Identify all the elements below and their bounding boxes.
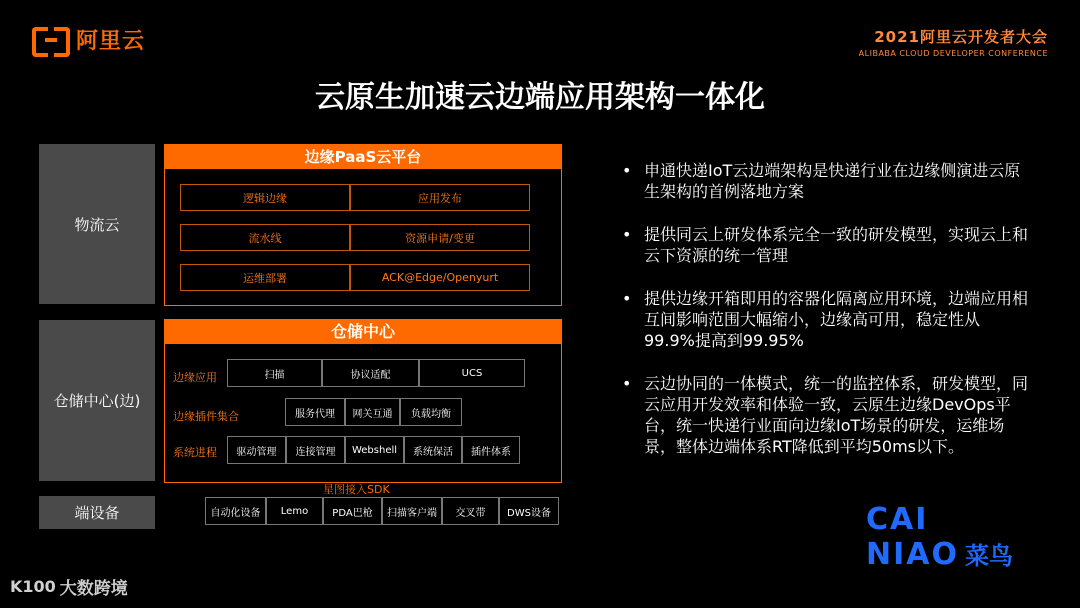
side-label-warehouse: 仓储中心(边) bbox=[39, 320, 155, 481]
side-label-device: 端设备 bbox=[39, 496, 155, 529]
bullet-item: • 云边协同的一体模式，统一的监控体系，研发模型，同云应用开发效率和体验一致，云原生边缘DevOps平台，统一快递行业面向边缘IoT场景的研发，运维场景，整体边端体系RT降低到平均50ms以下。 bbox=[618, 373, 1028, 457]
device-cell: 扫描客户端 bbox=[382, 497, 442, 525]
row-label: 边缘插件集合 bbox=[173, 410, 239, 423]
paas-cell: 逻辑边缘 bbox=[180, 184, 350, 211]
bullet-list bbox=[618, 160, 1028, 479]
cainiao-cn: 菜鸟 bbox=[965, 542, 1013, 570]
warehouse-cell: 插件体系 bbox=[462, 436, 520, 464]
warehouse-cell: Webshell bbox=[345, 436, 404, 464]
device-cell: PDA巴枪 bbox=[323, 497, 382, 525]
conference-header bbox=[859, 26, 1048, 58]
warehouse-cell: 系统保活 bbox=[404, 436, 462, 464]
warehouse-cell: 连接管理 bbox=[286, 436, 345, 464]
side-label-cloud: 物流云 bbox=[39, 144, 155, 304]
kuajing-mark-icon: K100 bbox=[10, 577, 56, 596]
bullet-item: • 申通快递IoT云边端架构是快递行业在边缘侧演进云原生架构的首例落地方案 bbox=[618, 160, 1028, 202]
sdk-label: 星图接入SDK bbox=[323, 483, 390, 496]
warehouse-cell: 负载均衡 bbox=[400, 398, 462, 426]
paas-cell: 运维部署 bbox=[180, 264, 350, 291]
bullet-item: • 提供同云上研发体系完全一致的研发模型，实现云上和云下资源的统一管理 bbox=[618, 224, 1028, 266]
slide-title: 云原生加速云边端应用架构一体化 bbox=[315, 80, 765, 115]
device-cell: 自动化设备 bbox=[205, 497, 266, 525]
device-cell: DWS设备 bbox=[499, 497, 559, 525]
warehouse-cell: 网关互通 bbox=[345, 398, 400, 426]
warehouse-cell: 服务代理 bbox=[285, 398, 345, 426]
paas-cell: 应用发布 bbox=[350, 184, 530, 211]
warehouse-cell: 驱动管理 bbox=[227, 436, 286, 464]
logo-text: 阿里云 bbox=[76, 29, 146, 54]
warehouse-title: 仓储中心 bbox=[165, 320, 561, 344]
edge-paas-title: 边缘PaaS云平台 bbox=[165, 145, 561, 169]
conference-title: 2021阿里云开发者大会 bbox=[874, 28, 1048, 46]
row-label: 边缘应用 bbox=[173, 371, 217, 384]
warehouse-cell: 扫描 bbox=[227, 359, 322, 387]
warehouse-cell: UCS bbox=[419, 359, 525, 387]
cainiao-logo bbox=[866, 504, 1013, 571]
cainiao-line2: NIAO bbox=[866, 537, 959, 572]
paas-cell: 资源申请/变更 bbox=[350, 224, 530, 251]
paas-cell: 流水线 bbox=[180, 224, 350, 251]
device-cell: Lemo bbox=[266, 497, 323, 525]
paas-cell: ACK@Edge/Openyurt bbox=[350, 264, 530, 291]
alibaba-cloud-logo bbox=[32, 24, 145, 55]
device-cell: 交叉带 bbox=[442, 497, 499, 525]
row-label: 系统进程 bbox=[173, 446, 217, 459]
bullet-item: • 提供边缘开箱即用的容器化隔离应用环境，边端应用相互间影响范围大幅缩小，边缘高可用，稳定性从99.9%提高到99.95% bbox=[618, 288, 1028, 351]
alibaba-cloud-logo-icon bbox=[32, 27, 70, 53]
kuajing-logo bbox=[10, 574, 128, 599]
cainiao-line1: CAI bbox=[866, 502, 929, 537]
conference-subtitle: ALIBABA CLOUD DEVELOPER CONFERENCE bbox=[858, 49, 1048, 58]
warehouse-cell: 协议适配 bbox=[322, 359, 419, 387]
kuajing-text: 大数跨境 bbox=[59, 579, 128, 599]
